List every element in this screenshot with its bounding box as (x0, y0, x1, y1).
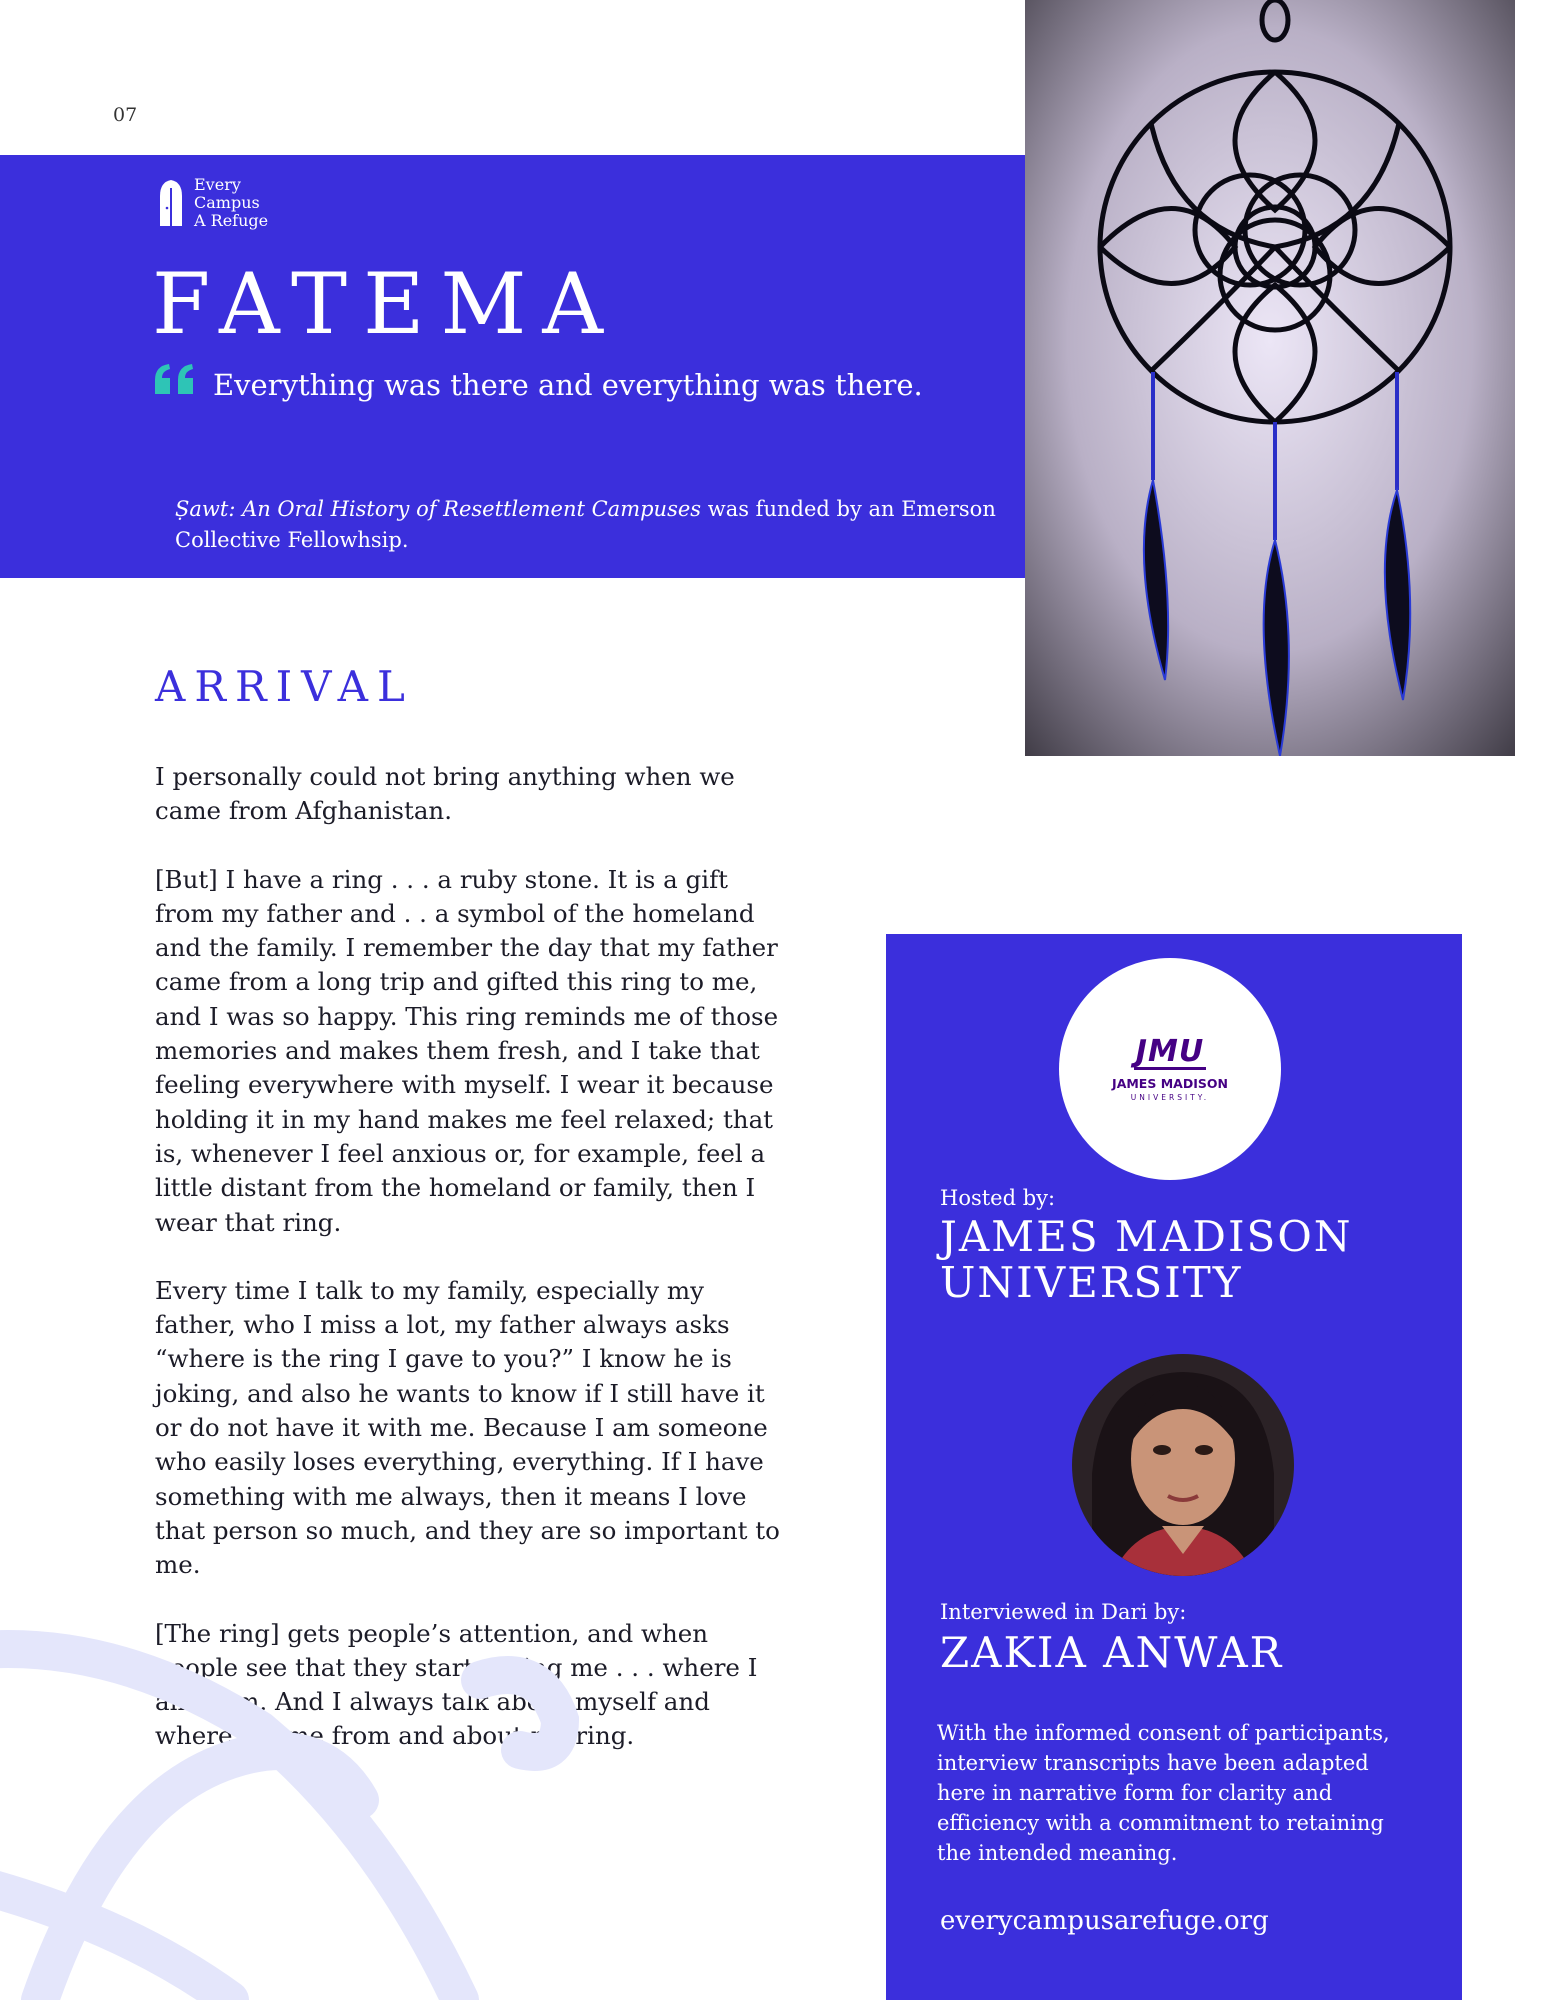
jmu-logo-mark: JMU (1135, 1033, 1205, 1069)
section-title: ARRIVAL (155, 662, 414, 711)
project-title: Ṣawt: An Oral History of Resettlement Campuses (175, 497, 702, 521)
funding-note (175, 494, 1005, 556)
jmu-logo-name: JAMES MADISON (1112, 1075, 1228, 1091)
jmu-logo-subtitle: UNIVERSITY. (1130, 1092, 1210, 1102)
logo-line-1: Every (194, 175, 241, 194)
logo-line-3: A Refuge (194, 211, 269, 230)
logo-line-2: Campus (194, 193, 260, 212)
every-campus-logo[interactable] (158, 176, 268, 230)
sidebar-panel (886, 934, 1462, 2000)
interviewer-portrait (1072, 1354, 1294, 1576)
pull-quote: Everything was there and everything was there. (213, 368, 923, 402)
story-paragraph: [But] I have a ring . . . a ruby stone. It is a gift from my father and . . a symbol of the homeland and the family. I remember the day that my father came from a long trip and gifted this ring to me, and I was so happy. This ring reminds me of those memories and makes them fresh, and I take that feeling everywhere with myself. I wear it because holding it in my hand makes me feel relaxed; that is, whenever I feel anxious or, for example, feel a little distant from the homeland or family, then I wear that ring. (155, 864, 779, 1237)
door-arch-icon (158, 178, 184, 228)
interviewer-name: ZAKIA ANWAR (940, 1628, 1284, 1677)
decorative-swirl (0, 1500, 620, 2000)
website-link[interactable]: everycampusarefuge.org (940, 1906, 1269, 1936)
story-paragraph: Every time I talk to my family, especially my father, who I miss a lot, my father always asks “where is the ring I gave to you?” I know he is joking, and also he wants to know if I still have it or do not have it with me. Because I am someone who easily loses everything, everything. If I have something with me always, then it means I love that person so much, and they are so important to me. (155, 1275, 780, 1580)
jmu-logo[interactable] (1059, 958, 1281, 1180)
dreamcatcher-photo (1025, 0, 1515, 756)
logo-text (194, 176, 268, 230)
hosted-by-label: Hosted by: (940, 1186, 1056, 1210)
quote-mark-icon (153, 362, 197, 396)
story-paragraph: [The ring] gets people’s attention, and when people see that they start asking me . . . where I am from. And I always talk about myself and where I come from and about my ring. (155, 1618, 758, 1751)
story-paragraph: I personally could not bring anything when we came from Afghanistan. (155, 762, 735, 826)
host-name: JAMES MADISON UNIVERSITY (940, 1212, 1353, 1307)
participant-name: FATEMA (152, 255, 620, 353)
funding-rest: was funded by an Emerson Collective Fellowhsip. (175, 497, 996, 552)
consent-note: With the informed consent of participants, interview transcripts have been adapted here in narrative form for clarity and efficiency with a commitment to retaining the intended meaning. (937, 1721, 1390, 1865)
page-number: 07 (113, 104, 138, 126)
interviewed-by-label: Interviewed in Dari by: (940, 1600, 1187, 1624)
